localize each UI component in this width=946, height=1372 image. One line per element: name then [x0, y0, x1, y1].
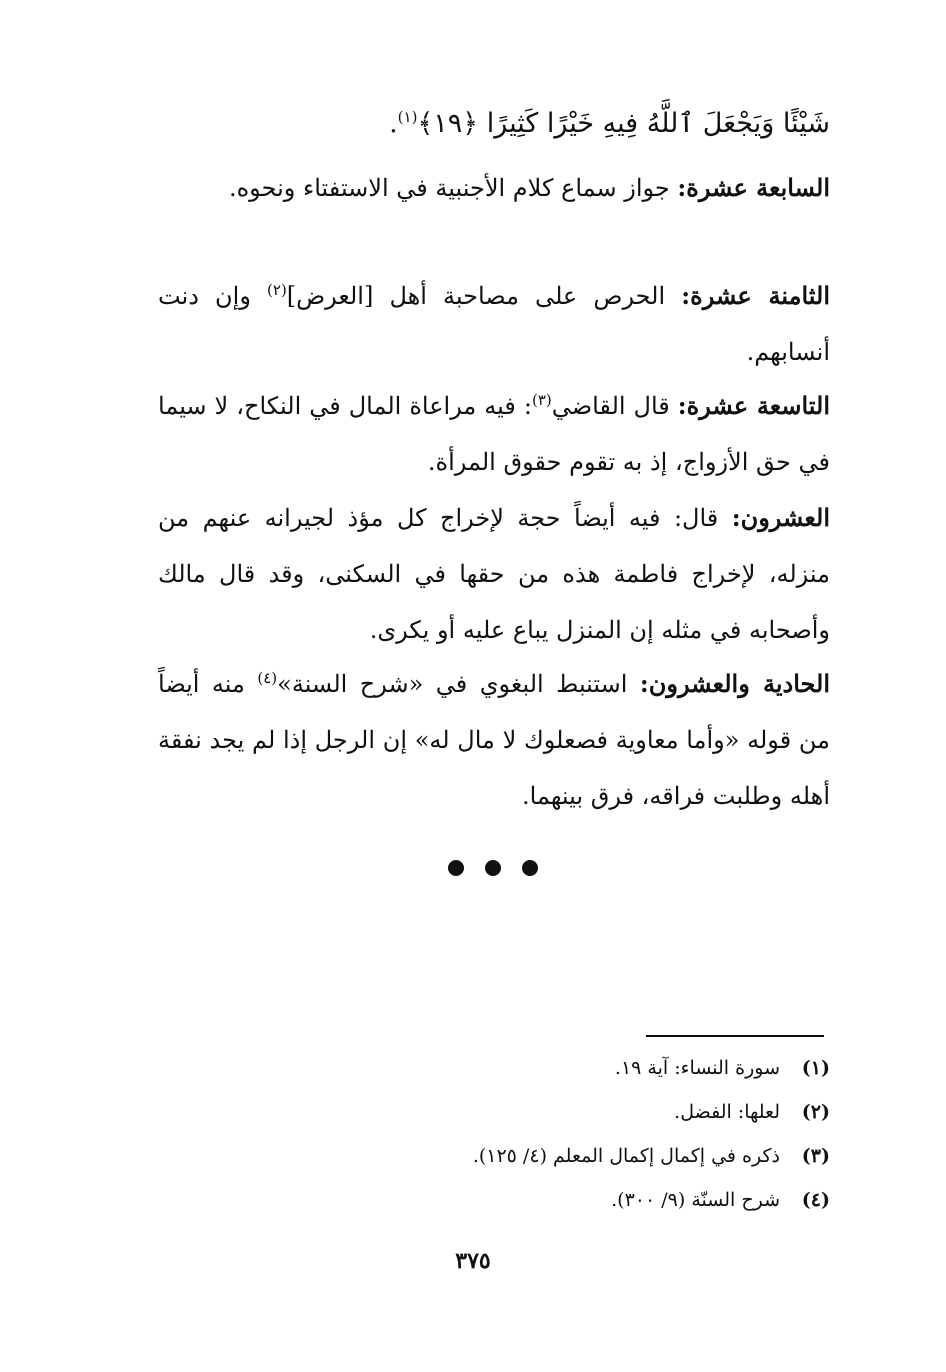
paragraph-twentieth — [158, 490, 830, 658]
separator-dot-icon — [522, 860, 538, 876]
footnotes — [300, 1046, 830, 1222]
paragraph-lead: السابعة عشرة: — [677, 173, 830, 202]
paragraph-text: قال: فيه أيضاً حجة لإخراج كل مؤذ لجيرانه عنهم من منزله، لإخراج فاطمة هذه من حقها في السكنى، وقد قال مالك وأصحابه في مثله إن المنزل يباع عليه أو يكرى. — [158, 504, 830, 644]
footnote-marker-1: (١) — [397, 108, 418, 126]
paragraph-lead: الثامنة عشرة: — [681, 281, 830, 310]
footnote-text: شرح السنّة (٩/ ٣٠٠). — [611, 1189, 780, 1211]
section-separator — [448, 858, 538, 878]
paragraph-nineteenth — [158, 378, 830, 490]
paragraph-lead: التاسعة عشرة: — [677, 391, 830, 420]
paragraph-tail: وإن دنت أنسابهم. — [158, 282, 830, 366]
page-number: ٣٧٥ — [455, 1248, 491, 1274]
footnote-text: ذكره في إكمال إكمال المعلم (٤/ ١٢٥). — [472, 1145, 780, 1167]
paragraph-text: استنبط البغوي في «شرح السنة» — [277, 670, 640, 698]
verse-tail: . — [389, 108, 398, 139]
footnote-number: (١) — [801, 1057, 830, 1079]
footnote-text: سورة النساء: آية ١٩. — [614, 1057, 780, 1079]
paragraph-tail: : فيه مراعاة المال في النكاح، لا سيما في حق الأزواج، إذ به تقوم حقوق المرأة. — [158, 392, 830, 476]
footnote-number: (٤) — [801, 1189, 830, 1211]
footnote-marker-3: (٣) — [531, 391, 552, 409]
footnote-marker-4: (٤) — [257, 669, 278, 687]
paragraph-tail: منه أيضاً من قوله «وأما معاوية فصعلوك لا مال له» إن الرجل إذا لم يجد نفقة أهله وطلبت فراقه، فرق بينهما. — [158, 670, 831, 810]
footnote-number: (٢) — [801, 1101, 830, 1123]
footnote-number: (٣) — [801, 1145, 830, 1167]
paragraph-twenty-first — [158, 656, 830, 824]
paragraph-text: جواز سماع كلام الأجنبية في الاستفتاء ونحوه. — [228, 174, 678, 202]
separator-dot-icon — [485, 860, 501, 876]
quran-verse-line — [158, 98, 830, 150]
paragraph-lead: العشرون: — [731, 503, 830, 532]
paragraph-eighteenth — [158, 268, 830, 380]
footnote-text: لعلها: الفضل. — [674, 1101, 780, 1123]
footnote-divider — [646, 1035, 824, 1037]
footnote-marker-2: (٢) — [267, 281, 287, 299]
verse-text: شَيْئًا وَيَجْعَلَ ٱللَّهُ فِيهِ خَيْرًا كَثِيرًا ﴿١٩﴾ — [417, 108, 830, 139]
footnote-item — [300, 1134, 830, 1178]
footnote-item — [300, 1090, 830, 1134]
paragraph-text: قال القاضي — [551, 392, 678, 420]
paragraph-text: الحرص على مصاحبة أهل [العرض] — [286, 282, 682, 310]
paragraph-seventeenth — [158, 160, 830, 216]
separator-dot-icon — [448, 860, 464, 876]
footnote-item — [300, 1178, 830, 1222]
footnote-item — [300, 1046, 830, 1090]
paragraph-lead: الحادية والعشرون: — [639, 669, 830, 698]
